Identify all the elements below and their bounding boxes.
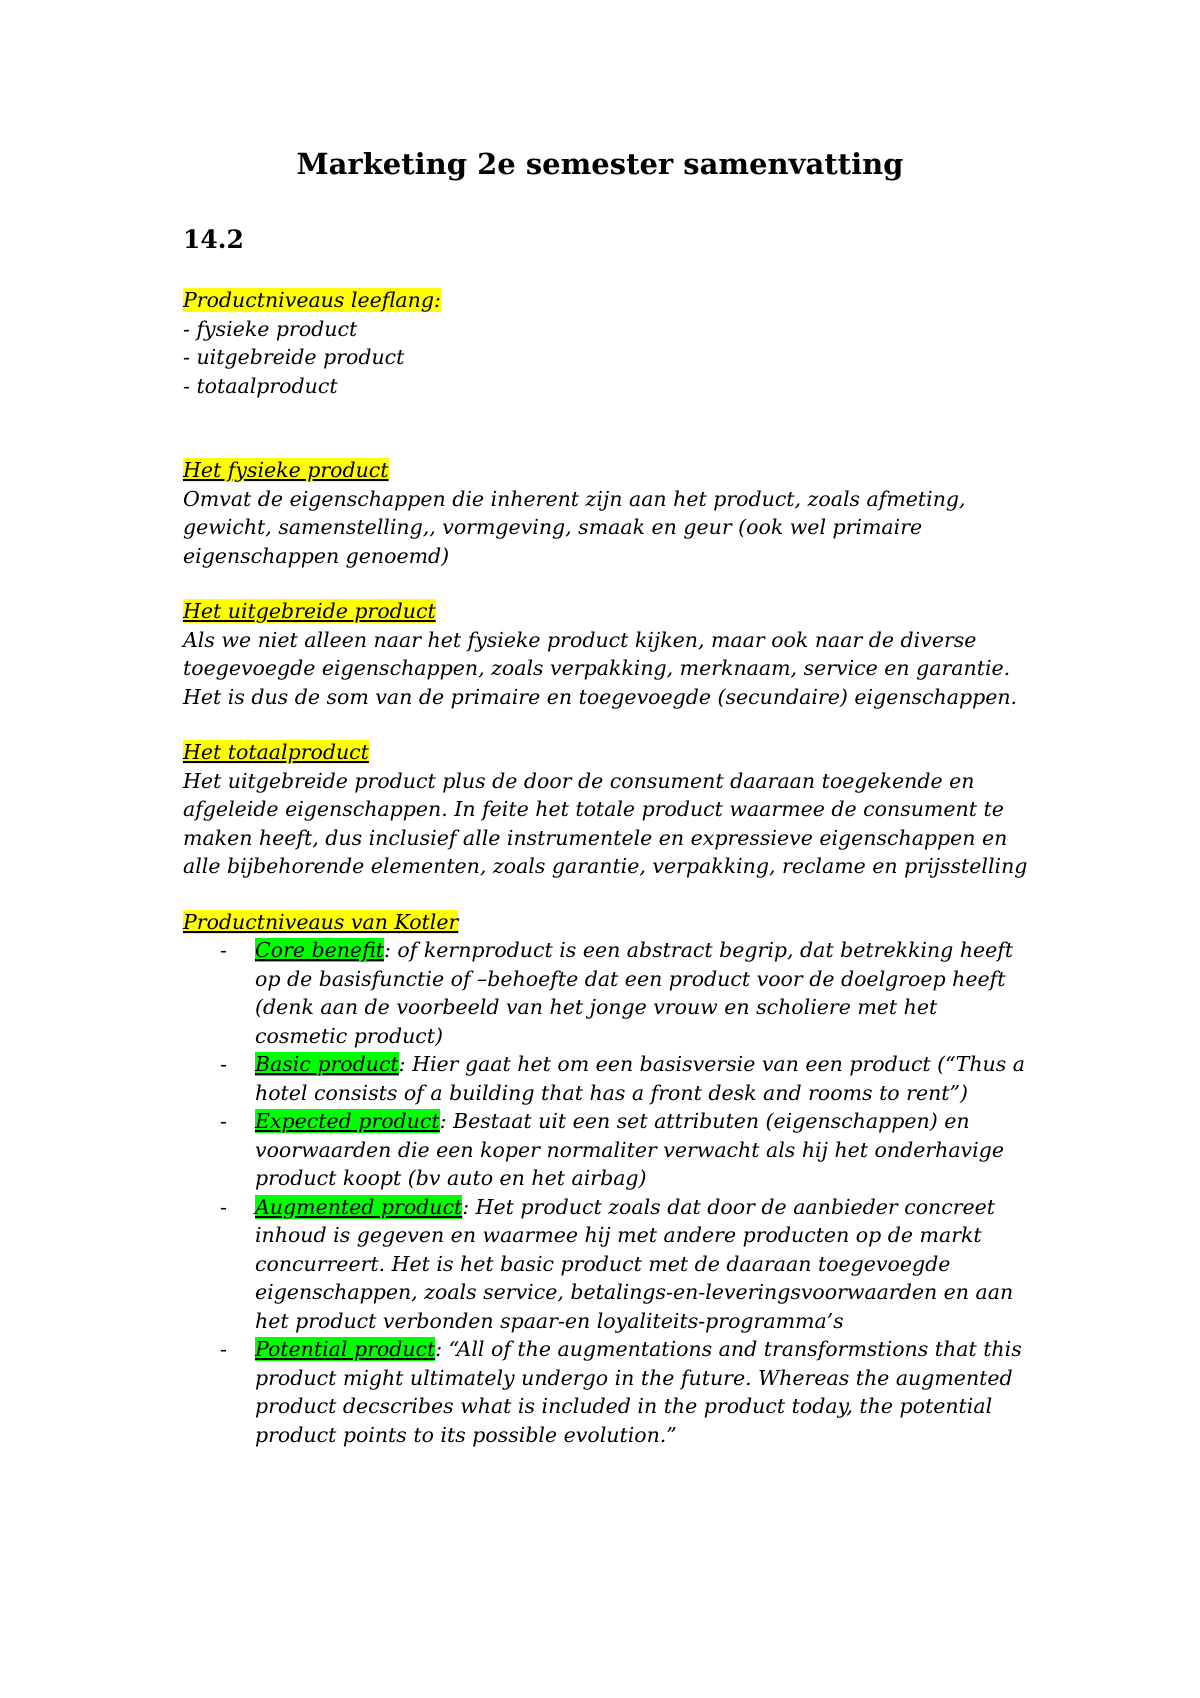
bullet-dash: - — [220, 1109, 227, 1133]
bullet-dash: - — [220, 1194, 227, 1219]
list-item — [183, 936, 1033, 1050]
section-totaalproduct — [183, 738, 1033, 881]
document-body — [183, 286, 1033, 1449]
kotler-term: Expected product — [255, 1109, 440, 1133]
kotler-text: : Het product zoals dat door de aanbieder concreet inhoud is gegeven en waarmee hij met andere producten op de markt concurreert. Het is het basic product met de daaraan toegevoegde eigenschappen, zoals service, betalings-en-leveringsvoorwaarden en aan het product verbonden spaar-en loyaliteits-programma’s — [255, 1194, 1014, 1333]
intro-item: - uitgebreide product — [183, 345, 405, 369]
list-item — [183, 1193, 1033, 1336]
section-text: Het uitgebreide product plus de door de consument daaraan toegekende en afgeleide eigenschappen. In feite het totale product waarmee de consument te maken heeft, dus inclusief alle instrumentele en expressieve eigenschappen en alle bijbehorende elementen, zoals garantie, verpakking, reclame en prijsstelling — [183, 768, 1028, 878]
kotler-text: : Hier gaat het om een basisversie van een product (“Thus a hotel consists of a building that has a front desk and rooms to rent”) — [255, 1052, 1025, 1105]
kotler-list — [183, 936, 1033, 1449]
kotler-text: : “All of the augmentations and transformstions that this product might ultimately undergo in the future. Whereas the augmented product decscribes what is included in the product today, the potential product points to its possible evolution.” — [255, 1337, 1022, 1447]
section-heading: Het totaalproduct — [183, 740, 369, 764]
bullet-dash: - — [220, 1052, 227, 1076]
section-kotler — [183, 908, 1033, 1450]
kotler-text: : of kernproduct is een abstract begrip, dat betrekking heeft op de basisfunctie of –behoefte dat een product voor de doelgroep heeft (denk aan de voorbeeld van het jonge vrouw en scholiere met het cosmetic product) — [255, 938, 1014, 1048]
kotler-term: Core benefit — [255, 938, 384, 962]
section-uitgebreide-product — [183, 597, 1033, 711]
section-fysieke-product — [183, 456, 1033, 570]
kotler-text: : Bestaat uit een set attributen (eigenschappen) en voorwaarden die een koper normaliter verwacht als hij het onderhavige product koopt (bv auto en het airbag) — [255, 1109, 1004, 1190]
intro-heading: Productniveaus leeflang: — [183, 288, 441, 312]
list-item — [183, 1107, 1033, 1193]
section-heading: Het fysieke product — [183, 458, 389, 482]
kotler-term: Potential product — [255, 1337, 436, 1361]
list-item — [183, 1050, 1033, 1107]
section-number: 14.2 — [183, 225, 244, 254]
kotler-term: Basic product — [255, 1052, 399, 1076]
intro-item: - totaalproduct — [183, 373, 338, 398]
bullet-dash: - — [220, 938, 227, 962]
section-text: Omvat de eigenschappen die inherent zijn aan het product, zoals afmeting, gewicht, samenstelling,, vormgeving, smaak en geur (ook wel primaire eigenschappen genoemd) — [183, 486, 966, 568]
bullet-dash: - — [220, 1337, 227, 1361]
intro-item: - fysieke product — [183, 316, 358, 341]
section-heading: Het uitgebreide product — [183, 599, 436, 623]
list-item — [183, 1335, 1033, 1449]
kotler-term: Augmented product — [255, 1194, 463, 1219]
intro-block — [183, 286, 1033, 400]
section-text: Als we niet alleen naar het fysieke product kijken, maar ook naar de diverse toegevoegde eigenschappen, zoals verpakking, merknaam, service en garantie. Het is dus de som van de primaire en toegevoegde (secundaire) eigenschappen. — [183, 627, 1018, 709]
document-title: Marketing 2e semester samenvatting — [296, 147, 904, 181]
kotler-heading: Productniveaus van Kotler — [183, 909, 459, 934]
